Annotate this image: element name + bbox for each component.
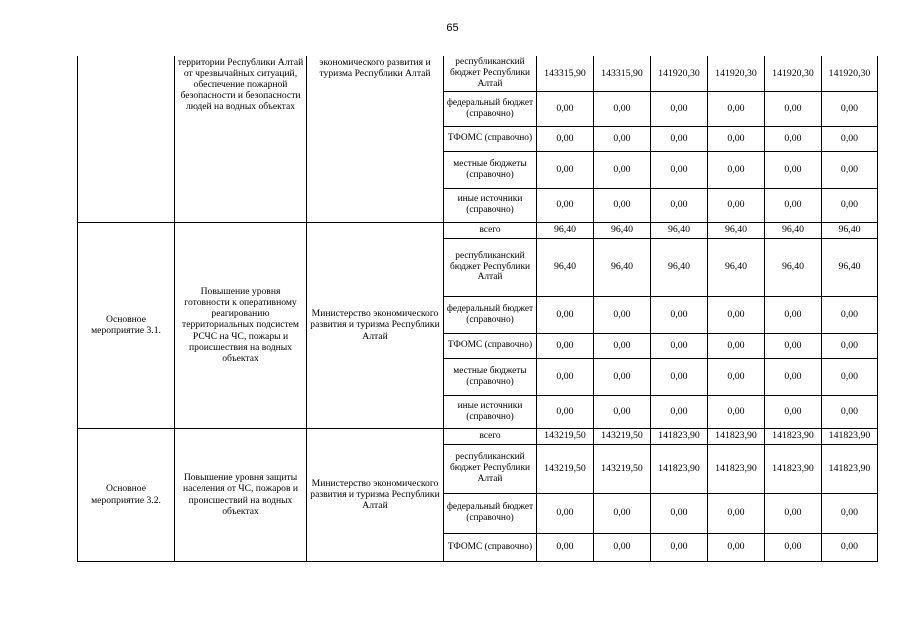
amount-cell: 0,00	[594, 126, 651, 151]
amount-cell: 0,00	[822, 333, 878, 358]
amount-cell: 0,00	[765, 533, 822, 561]
amount-cell: 0,00	[765, 395, 822, 428]
funding-source-cell: местные бюджеты (справочно)	[444, 358, 537, 395]
table-body	[78, 56, 878, 561]
amount-cell: 0,00	[708, 188, 765, 222]
measure-goal-cell: территории Республики Алтай от чрезвычайных ситуаций, обеспечение пожарной безопасности и безопасности людей на водных объектах	[175, 56, 307, 222]
amount-cell: 0,00	[537, 493, 594, 533]
funding-source-cell: всего	[444, 428, 537, 444]
funding-source-cell: ТФОМС (справочно)	[444, 333, 537, 358]
amount-cell: 96,40	[708, 238, 765, 296]
amount-cell: 0,00	[822, 188, 878, 222]
amount-cell: 0,00	[822, 126, 878, 151]
measure-executor-cell: экономического развития и туризма Республики Алтай	[307, 56, 444, 222]
amount-cell: 0,00	[537, 151, 594, 188]
amount-cell: 96,40	[765, 222, 822, 238]
amount-cell: 0,00	[765, 151, 822, 188]
amount-cell: 0,00	[765, 358, 822, 395]
measure-name-cell: Основное мероприятие 3.1.	[78, 222, 175, 428]
funding-source-cell: иные источники (справочно)	[444, 188, 537, 222]
amount-cell: 0,00	[708, 333, 765, 358]
amount-cell: 0,00	[822, 151, 878, 188]
measure-goal-cell: Повышение уровня защиты населения от ЧС, пожаров и происшествий на водных объектах	[175, 428, 307, 561]
amount-cell: 0,00	[822, 358, 878, 395]
amount-cell: 141823,90	[765, 428, 822, 444]
amount-cell: 0,00	[765, 91, 822, 126]
funding-source-cell: республиканский бюджет Республики Алтай	[444, 444, 537, 493]
amount-cell: 0,00	[537, 533, 594, 561]
amount-cell: 0,00	[822, 533, 878, 561]
amount-cell: 0,00	[708, 151, 765, 188]
amount-cell: 143219,50	[594, 428, 651, 444]
measure-name-cell	[78, 56, 175, 222]
amount-cell: 0,00	[537, 188, 594, 222]
amount-cell: 0,00	[537, 395, 594, 428]
amount-cell: 141823,90	[822, 428, 878, 444]
amount-cell: 141920,30	[765, 56, 822, 91]
funding-source-cell: федеральный бюджет (справочно)	[444, 493, 537, 533]
funding-source-cell: ТФОМС (справочно)	[444, 126, 537, 151]
funding-source-cell: всего	[444, 222, 537, 238]
amount-cell: 96,40	[537, 238, 594, 296]
table-row	[78, 56, 878, 91]
amount-cell: 96,40	[822, 222, 878, 238]
amount-cell: 0,00	[708, 493, 765, 533]
amount-cell: 143315,90	[594, 56, 651, 91]
amount-cell: 0,00	[594, 188, 651, 222]
amount-cell: 0,00	[651, 296, 708, 333]
amount-cell: 143315,90	[537, 56, 594, 91]
amount-cell: 143219,50	[537, 428, 594, 444]
table-row	[78, 428, 878, 444]
amount-cell: 141920,30	[651, 56, 708, 91]
amount-cell: 0,00	[537, 333, 594, 358]
amount-cell: 0,00	[708, 296, 765, 333]
amount-cell: 141823,90	[708, 428, 765, 444]
amount-cell: 0,00	[651, 151, 708, 188]
amount-cell: 0,00	[708, 126, 765, 151]
amount-cell: 96,40	[537, 222, 594, 238]
amount-cell: 0,00	[651, 188, 708, 222]
amount-cell: 0,00	[651, 126, 708, 151]
table-row	[78, 222, 878, 238]
amount-cell: 0,00	[708, 395, 765, 428]
amount-cell: 96,40	[822, 238, 878, 296]
amount-cell: 0,00	[822, 493, 878, 533]
measure-goal-cell: Повышение уровня готовности к оперативному реагированию территориальных подсистем РСЧС на ЧС, пожары и происшествия на водных объектах	[175, 222, 307, 428]
amount-cell: 141823,90	[651, 444, 708, 493]
amount-cell: 0,00	[651, 493, 708, 533]
amount-cell: 0,00	[765, 296, 822, 333]
amount-cell: 0,00	[765, 493, 822, 533]
amount-cell: 143219,50	[594, 444, 651, 493]
amount-cell: 0,00	[822, 296, 878, 333]
amount-cell: 0,00	[651, 333, 708, 358]
amount-cell: 0,00	[594, 493, 651, 533]
amount-cell: 96,40	[651, 222, 708, 238]
amount-cell: 0,00	[822, 91, 878, 126]
amount-cell: 0,00	[708, 91, 765, 126]
amount-cell: 0,00	[651, 395, 708, 428]
amount-cell: 96,40	[594, 222, 651, 238]
amount-cell: 0,00	[594, 333, 651, 358]
amount-cell: 141823,90	[708, 444, 765, 493]
amount-cell: 0,00	[594, 91, 651, 126]
amount-cell: 96,40	[708, 222, 765, 238]
amount-cell: 0,00	[594, 296, 651, 333]
amount-cell: 0,00	[651, 358, 708, 395]
amount-cell: 96,40	[594, 238, 651, 296]
amount-cell: 0,00	[765, 126, 822, 151]
amount-cell: 0,00	[651, 91, 708, 126]
amount-cell: 0,00	[822, 395, 878, 428]
measure-name-cell: Основное мероприятие 3.2.	[78, 428, 175, 561]
amount-cell: 0,00	[537, 91, 594, 126]
amount-cell: 0,00	[537, 358, 594, 395]
amount-cell: 0,00	[765, 333, 822, 358]
budget-table	[77, 56, 878, 562]
amount-cell: 0,00	[594, 358, 651, 395]
funding-source-cell: федеральный бюджет (справочно)	[444, 296, 537, 333]
amount-cell: 96,40	[765, 238, 822, 296]
amount-cell: 0,00	[651, 533, 708, 561]
funding-source-cell: ТФОМС (справочно)	[444, 533, 537, 561]
amount-cell: 141823,90	[765, 444, 822, 493]
funding-source-cell: республиканский бюджет Республики Алтай	[444, 238, 537, 296]
amount-cell: 0,00	[765, 188, 822, 222]
funding-source-cell: местные бюджеты (справочно)	[444, 151, 537, 188]
amount-cell: 0,00	[594, 151, 651, 188]
amount-cell: 0,00	[537, 126, 594, 151]
funding-source-cell: федеральный бюджет (справочно)	[444, 91, 537, 126]
funding-source-cell: иные источники (справочно)	[444, 395, 537, 428]
measure-executor-cell: Министерство экономического развития и туризма Республики Алтай	[307, 222, 444, 428]
page-number: 65	[446, 22, 459, 34]
amount-cell: 141823,90	[651, 428, 708, 444]
amount-cell: 0,00	[594, 395, 651, 428]
amount-cell: 141823,90	[822, 444, 878, 493]
amount-cell: 0,00	[537, 296, 594, 333]
amount-cell: 0,00	[708, 533, 765, 561]
funding-source-cell: республиканский бюджет Республики Алтай	[444, 56, 537, 91]
measure-executor-cell: Министерство экономического развития и туризма Республики Алтай	[307, 428, 444, 561]
amount-cell: 141920,30	[822, 56, 878, 91]
amount-cell: 141920,30	[708, 56, 765, 91]
amount-cell: 0,00	[708, 358, 765, 395]
amount-cell: 96,40	[651, 238, 708, 296]
amount-cell: 143219,50	[537, 444, 594, 493]
amount-cell: 0,00	[594, 533, 651, 561]
